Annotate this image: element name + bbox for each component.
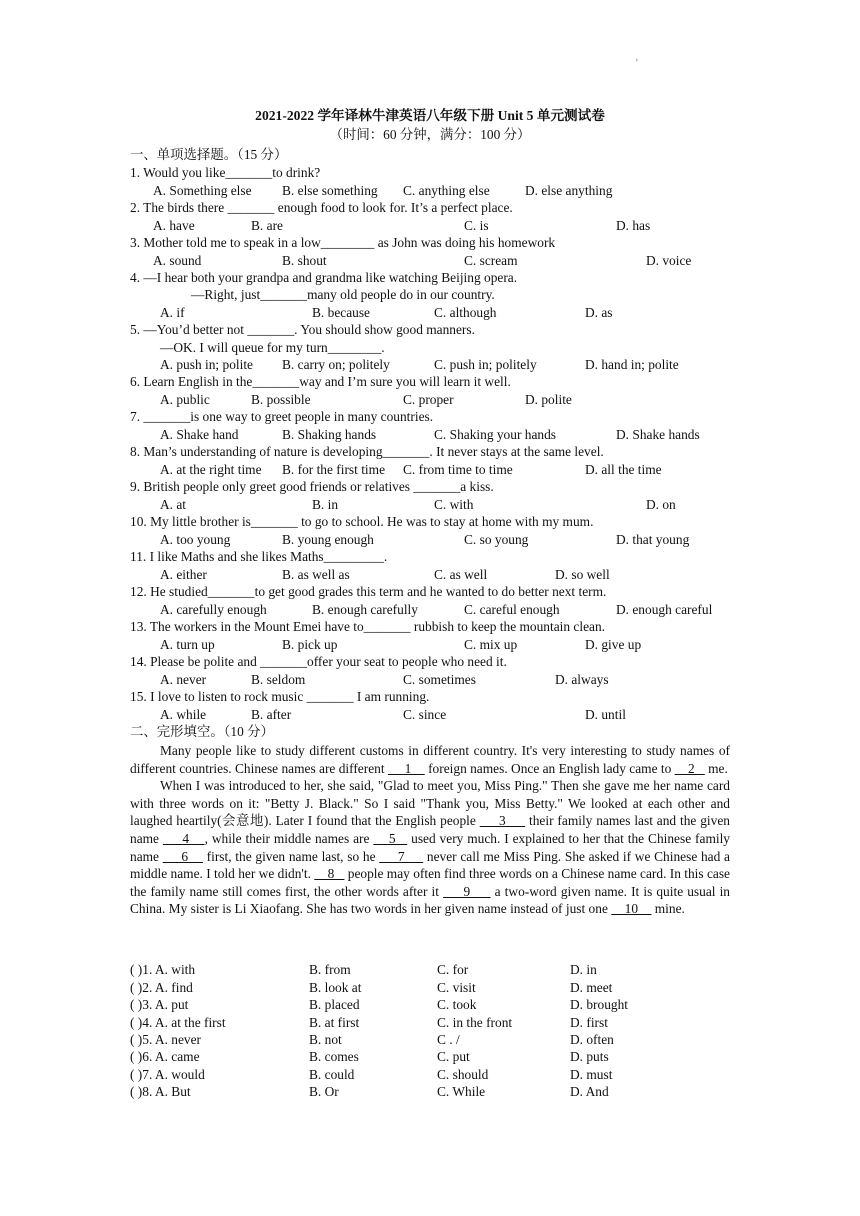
blank-7: 7 bbox=[379, 848, 424, 864]
cloze-8-num: ( )8. A. But bbox=[130, 1084, 191, 1099]
question-7-option-c: C. Shaking your hands bbox=[434, 427, 556, 442]
passage-text: foreign names. Once an English lady came to bbox=[424, 760, 675, 776]
question-3-option-d: D. voice bbox=[646, 253, 692, 268]
cloze-6-option-b: B. comes bbox=[309, 1049, 359, 1064]
passage-text: never call me Miss Ping. She asked if we Chinese had a middle name. I told her we didn't. bbox=[130, 848, 730, 882]
question-4-option-a: A. if bbox=[160, 305, 185, 320]
passage-text: When I was introduced to her, she said, "Glad to meet you, Miss Ping." Then she gave me her name card with three words on it: "Betty J. Black." So I said "Thank you, Miss Betty." We looked at each other and laughed heartily(会意地). Later I found that the English people bbox=[130, 778, 730, 829]
question-14-option-c: C. sometimes bbox=[403, 672, 476, 687]
cloze-8-option-b: B. Or bbox=[309, 1084, 339, 1099]
question-13-option-d: D. give up bbox=[585, 637, 642, 652]
question-14-option-b: B. seldom bbox=[251, 672, 306, 687]
question-2-option-a: A. have bbox=[153, 218, 195, 233]
cloze-4-option-b: B. at first bbox=[309, 1015, 360, 1030]
blank-1: 1 bbox=[387, 760, 425, 776]
passage-text: mine. bbox=[651, 901, 685, 917]
cloze-6-option-c: C. put bbox=[437, 1049, 470, 1064]
passage-text: Many people like to study different customs in different country. It's very interesting to study names of different countries. Chinese names are different bbox=[130, 743, 730, 776]
page-subtitle: （时间：60 分钟，满分：100 分） bbox=[329, 127, 531, 142]
question-12-stem: 12. He studied_______to get good grades this term and he wanted to do better next term. bbox=[130, 584, 607, 599]
question-1-stem: 1. Would you like_______to drink? bbox=[130, 165, 321, 180]
blank-2: 2 bbox=[674, 760, 705, 776]
page-mark: ' bbox=[636, 58, 638, 69]
blank-10: 10 bbox=[611, 901, 652, 917]
question-8-option-d: D. all the time bbox=[585, 462, 662, 477]
question-6-stem: 6. Learn English in the_______way and I’m sure you will learn it well. bbox=[130, 374, 511, 389]
question-15-option-d: D. until bbox=[585, 707, 626, 722]
blank-5: 5 bbox=[373, 830, 408, 846]
question-3-option-c: C. scream bbox=[464, 253, 518, 268]
question-8-option-b: B. for the first time bbox=[282, 462, 386, 477]
cloze-1-option-b: B. from bbox=[309, 962, 351, 977]
question-10-stem: 10. My little brother is_______ to go to school. He was to stay at home with my mum. bbox=[130, 514, 594, 529]
question-8-stem: 8. Man’s understanding of nature is developing_______. It never stays at the same level. bbox=[130, 444, 604, 459]
passage-text: me. bbox=[704, 760, 728, 776]
question-12-option-d: D. enough careful bbox=[616, 602, 713, 617]
cloze-3-option-d: D. brought bbox=[570, 997, 629, 1012]
question-11-option-a: A. either bbox=[160, 567, 207, 582]
question-2-option-c: C. is bbox=[464, 218, 489, 233]
cloze-paragraph-1 bbox=[130, 742, 730, 777]
question-12-option-b: B. enough carefully bbox=[312, 602, 418, 617]
cloze-3-num: ( )3. A. put bbox=[130, 997, 189, 1012]
cloze-7-num: ( )7. A. would bbox=[130, 1067, 205, 1082]
question-15-option-b: B. after bbox=[251, 707, 292, 722]
question-11-option-c: C. as well bbox=[434, 567, 488, 582]
question-13-option-b: B. pick up bbox=[282, 637, 338, 652]
question-4-stem-2: —Right, just_______many old people do in our country. bbox=[191, 287, 495, 302]
question-1-option-a: A. Something else bbox=[153, 183, 252, 198]
section-2-heading: 二、完形填空。（10 分） bbox=[130, 724, 274, 739]
question-6-option-c: C. proper bbox=[403, 392, 454, 407]
question-6-option-a: A. public bbox=[160, 392, 210, 407]
question-7-option-d: D. Shake hands bbox=[616, 427, 700, 442]
question-9-stem: 9. British people only greet good friends or relatives _______a kiss. bbox=[130, 479, 494, 494]
blank-8: 8 bbox=[314, 866, 345, 882]
question-5-stem: 5. —You’d better not _______. You should show good manners. bbox=[130, 322, 475, 337]
cloze-7-option-c: C. should bbox=[437, 1067, 489, 1082]
question-7-option-a: A. Shake hand bbox=[160, 427, 239, 442]
cloze-5-option-c: C . / bbox=[437, 1032, 460, 1047]
question-13-option-c: C. mix up bbox=[464, 637, 518, 652]
question-13-option-a: A. turn up bbox=[160, 637, 215, 652]
page-title: 2021-2022 学年译林牛津英语八年级下册 Unit 5 单元测试卷 bbox=[255, 108, 605, 123]
question-10-option-b: B. young enough bbox=[282, 532, 374, 547]
question-8-option-c: C. from time to time bbox=[403, 462, 513, 477]
passage-text: used very much. I explained to her that the Chinese family name bbox=[130, 830, 730, 864]
question-9-option-c: C. with bbox=[434, 497, 474, 512]
cloze-4-num: ( )4. A. at the first bbox=[130, 1015, 226, 1030]
question-1-option-d: D. else anything bbox=[525, 183, 613, 198]
cloze-5-option-d: D. often bbox=[570, 1032, 614, 1047]
question-12-option-c: C. careful enough bbox=[464, 602, 560, 617]
question-3-option-b: B. shout bbox=[282, 253, 327, 268]
question-6-option-d: D. polite bbox=[525, 392, 572, 407]
question-4-option-c: C. although bbox=[434, 305, 497, 320]
question-4-option-d: D. as bbox=[585, 305, 613, 320]
question-7-stem: 7. _______is one way to greet people in many countries. bbox=[130, 409, 434, 424]
cloze-8-option-c: C. While bbox=[437, 1084, 486, 1099]
question-9-option-b: B. in bbox=[312, 497, 339, 512]
question-3-stem: 3. Mother told me to speak in a low________ as John was doing his homework bbox=[130, 235, 556, 250]
question-8-option-a: A. at the right time bbox=[160, 462, 262, 477]
cloze-4-option-d: D. first bbox=[570, 1015, 608, 1030]
cloze-1-num: ( )1. A. with bbox=[130, 962, 196, 977]
question-10-option-a: A. too young bbox=[160, 532, 231, 547]
blank-6: 6 bbox=[162, 848, 203, 864]
question-10-option-d: D. that young bbox=[616, 532, 690, 547]
question-5-stem-2: —OK. I will queue for my turn________. bbox=[160, 340, 385, 355]
blank-9: 9 bbox=[443, 883, 491, 899]
question-4-option-b: B. because bbox=[312, 305, 371, 320]
cloze-2-num: ( )2. A. find bbox=[130, 980, 193, 995]
question-11-option-b: B. as well as bbox=[282, 567, 350, 582]
cloze-1-option-d: D. in bbox=[570, 962, 597, 977]
question-13-stem: 13. The workers in the Mount Emei have to_______ rubbish to keep the mountain clean. bbox=[130, 619, 606, 634]
cloze-2-option-d: D. meet bbox=[570, 980, 613, 995]
question-10-option-c: C. so young bbox=[464, 532, 529, 547]
cloze-8-option-d: D. And bbox=[570, 1084, 609, 1099]
question-15-option-a: A. while bbox=[160, 707, 207, 722]
question-2-option-d: D. has bbox=[616, 218, 651, 233]
question-1-option-c: C. anything else bbox=[403, 183, 490, 198]
question-9-option-a: A. at bbox=[160, 497, 187, 512]
question-2-option-b: B. are bbox=[251, 218, 283, 233]
question-4-stem: 4. —I hear both your grandpa and grandma like watching Beijing opera. bbox=[130, 270, 518, 285]
cloze-2-option-c: C. visit bbox=[437, 980, 476, 995]
question-14-option-d: D. always bbox=[555, 672, 609, 687]
passage-text: their family names last and the given name bbox=[130, 813, 730, 846]
cloze-3-option-c: C. took bbox=[437, 997, 477, 1012]
cloze-6-option-d: D. puts bbox=[570, 1049, 609, 1064]
cloze-2-option-b: B. look at bbox=[309, 980, 362, 995]
question-5-option-d: D. hand in; polite bbox=[585, 357, 679, 372]
cloze-paragraph-2 bbox=[130, 777, 730, 918]
cloze-1-option-c: C. for bbox=[437, 962, 469, 977]
question-14-option-a: A. never bbox=[160, 672, 207, 687]
question-11-stem: 11. I like Maths and she likes Maths_________. bbox=[130, 549, 388, 564]
passage-text: , while their middle names are bbox=[204, 830, 374, 846]
passage-text: first, the given name last, so he bbox=[202, 848, 380, 864]
cloze-7-option-b: B. could bbox=[309, 1067, 355, 1082]
cloze-3-option-b: B. placed bbox=[309, 997, 360, 1012]
question-14-stem: 14. Please be polite and _______offer your seat to people who need it. bbox=[130, 654, 507, 669]
cloze-5-num: ( )5. A. never bbox=[130, 1032, 202, 1047]
passage-text: a two-word given name. It is quite usual in China. My sister is Li Xiaofang. She has two words in her given name instead of just one bbox=[130, 883, 730, 917]
question-11-option-d: D. so well bbox=[555, 567, 610, 582]
question-7-option-b: B. Shaking hands bbox=[282, 427, 377, 442]
question-3-option-a: A. sound bbox=[153, 253, 202, 268]
cloze-6-num: ( )6. A. came bbox=[130, 1049, 200, 1064]
question-1-option-b: B. else something bbox=[282, 183, 378, 198]
question-5-option-b: B. carry on; politely bbox=[282, 357, 390, 372]
cloze-4-option-c: C. in the front bbox=[437, 1015, 513, 1030]
blank-4: 4 bbox=[162, 830, 205, 846]
cloze-5-option-b: B. not bbox=[309, 1032, 342, 1047]
cloze-7-option-d: D. must bbox=[570, 1067, 613, 1082]
section-1-heading: 一、单项选择题。（15 分） bbox=[130, 147, 288, 162]
question-5-option-c: C. push in; politely bbox=[434, 357, 537, 372]
question-6-option-b: B. possible bbox=[251, 392, 311, 407]
cloze-passage bbox=[130, 742, 730, 918]
question-2-stem: 2. The birds there _______ enough food to look for. It’s a perfect place. bbox=[130, 200, 513, 215]
question-9-option-d: D. on bbox=[646, 497, 676, 512]
question-5-option-a: A. push in; polite bbox=[160, 357, 253, 372]
blank-3: 3 bbox=[479, 813, 526, 829]
passage-text: people may often find three words on a Chinese name card. In this case the family name still comes first, the other words after it bbox=[130, 866, 731, 899]
question-15-option-c: C. since bbox=[403, 707, 447, 722]
question-15-stem: 15. I love to listen to rock music _______ I am running. bbox=[130, 689, 430, 704]
question-12-option-a: A. carefully enough bbox=[160, 602, 267, 617]
